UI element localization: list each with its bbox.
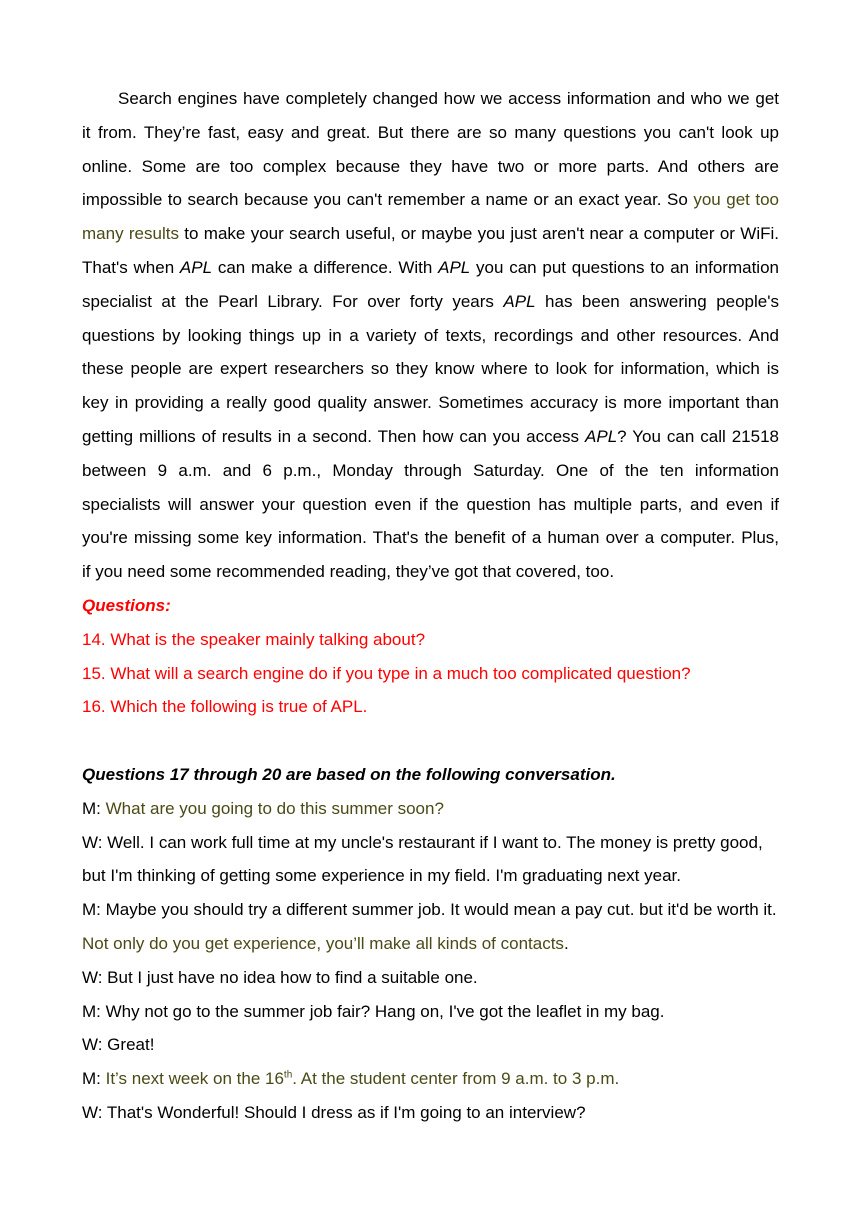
text: questions by looking things up in a variety of texts, recordings and other resources. And (82, 325, 779, 345)
passage-line (82, 251, 779, 285)
text: getting millions of results in a second. Then how can you access (82, 426, 586, 446)
text: specialist at the Pearl Library. For over forty years (82, 291, 504, 311)
conversation-heading: Questions 17 through 20 are based on the following conversation. (82, 764, 616, 784)
question-item: 14. What is the speaker mainly talking about? (82, 629, 426, 649)
highlighted-text: you get too (693, 190, 780, 210)
text: key in providing a really good quality answer. Sometimes accuracy is more important than (82, 393, 779, 413)
passage-line (82, 521, 779, 555)
highlighted-text: It’s next week on the 16 (105, 1069, 284, 1089)
passage-line (82, 116, 779, 150)
apl-term: APL (179, 257, 213, 277)
highlighted-text: Not only do you get experience, you’ll make all kinds of contacts (82, 933, 564, 953)
passage-line (82, 319, 779, 353)
text: you're missing some key information. That's the benefit of a human over a computer. Plus, (82, 528, 779, 548)
conversation-line: W: That's Wonderful! Should I dress as if I'm going to an interview? (82, 1102, 586, 1122)
passage-line (82, 555, 779, 589)
passage-line (82, 420, 779, 454)
text: That's when (82, 257, 180, 277)
conversation-line: M: Maybe you should try a different summer job. It would mean a pay cut. but it'd be worth it. (82, 900, 777, 920)
superscript: th (283, 1069, 293, 1081)
text: between 9 a.m. and 6 p.m., Monday through Saturday. One of the ten information (82, 460, 779, 480)
passage-line (82, 150, 779, 184)
text: can make a difference. With (212, 257, 439, 277)
passage-line (82, 183, 779, 217)
text: impossible to search because you can't remember a name or an exact year. So (82, 190, 694, 210)
passage-line (82, 352, 779, 386)
passage-line (82, 488, 779, 522)
passage-line (82, 82, 779, 116)
passage-line (82, 386, 779, 420)
question-item: 15. What will a search engine do if you type in a much too complicated question? (82, 663, 691, 683)
conversation-line: but I'm thinking of getting some experience in my field. I'm graduating next year. (82, 866, 681, 886)
highlighted-text: What are you going to do this summer soon? (105, 798, 444, 818)
apl-term: APL (503, 291, 536, 311)
text: specialists will answer your question even if the question has multiple parts, and even if (82, 494, 779, 514)
text: you can put questions to an information (470, 257, 779, 277)
text: to make your search useful, or maybe you just aren't near a computer or WiFi. (178, 224, 779, 244)
conversation-line: W: Great! (82, 1035, 155, 1055)
apl-term: APL (438, 257, 471, 277)
text: . (563, 933, 569, 953)
text: online. Some are too complex because they have two or more parts. And others are (82, 156, 779, 176)
text: these people are expert researchers so they know where to look for information, which is (82, 359, 779, 379)
spacer (82, 724, 779, 758)
text: it from. They’re fast, easy and great. But there are so many questions you can't look up (82, 122, 779, 142)
passage-line (82, 454, 779, 488)
passage-line (82, 285, 779, 319)
questions-heading: Questions: (82, 595, 171, 615)
speaker: M: (82, 798, 106, 818)
conversation-line: M: Why not go to the summer job fair? Hang on, I've got the leaflet in my bag. (82, 1001, 665, 1021)
conversation-line (82, 1062, 779, 1096)
conversation-line (82, 792, 779, 826)
conversation-line: W: Well. I can work full time at my uncle's restaurant if I want to. The money is pretty good, (82, 832, 763, 852)
conversation-line (82, 927, 779, 961)
document-page (82, 82, 779, 1130)
text: has been answering people's (535, 291, 779, 311)
text: ? You can call 21518 (617, 426, 779, 446)
conversation-line: W: But I just have no idea how to find a suitable one. (82, 967, 478, 987)
speaker: M: (82, 1069, 106, 1089)
text: Search engines have completely changed how we access information and who we get (118, 89, 779, 108)
passage-line (82, 217, 779, 251)
text: if you need some recommended reading, they’ve got that covered, too. (82, 562, 615, 582)
apl-term: APL (585, 426, 618, 446)
question-item: 16. Which the following is true of APL. (82, 697, 368, 717)
highlighted-text: many results (82, 224, 179, 244)
highlighted-text: . At the student center from 9 a.m. to 3 p.m. (292, 1069, 620, 1089)
